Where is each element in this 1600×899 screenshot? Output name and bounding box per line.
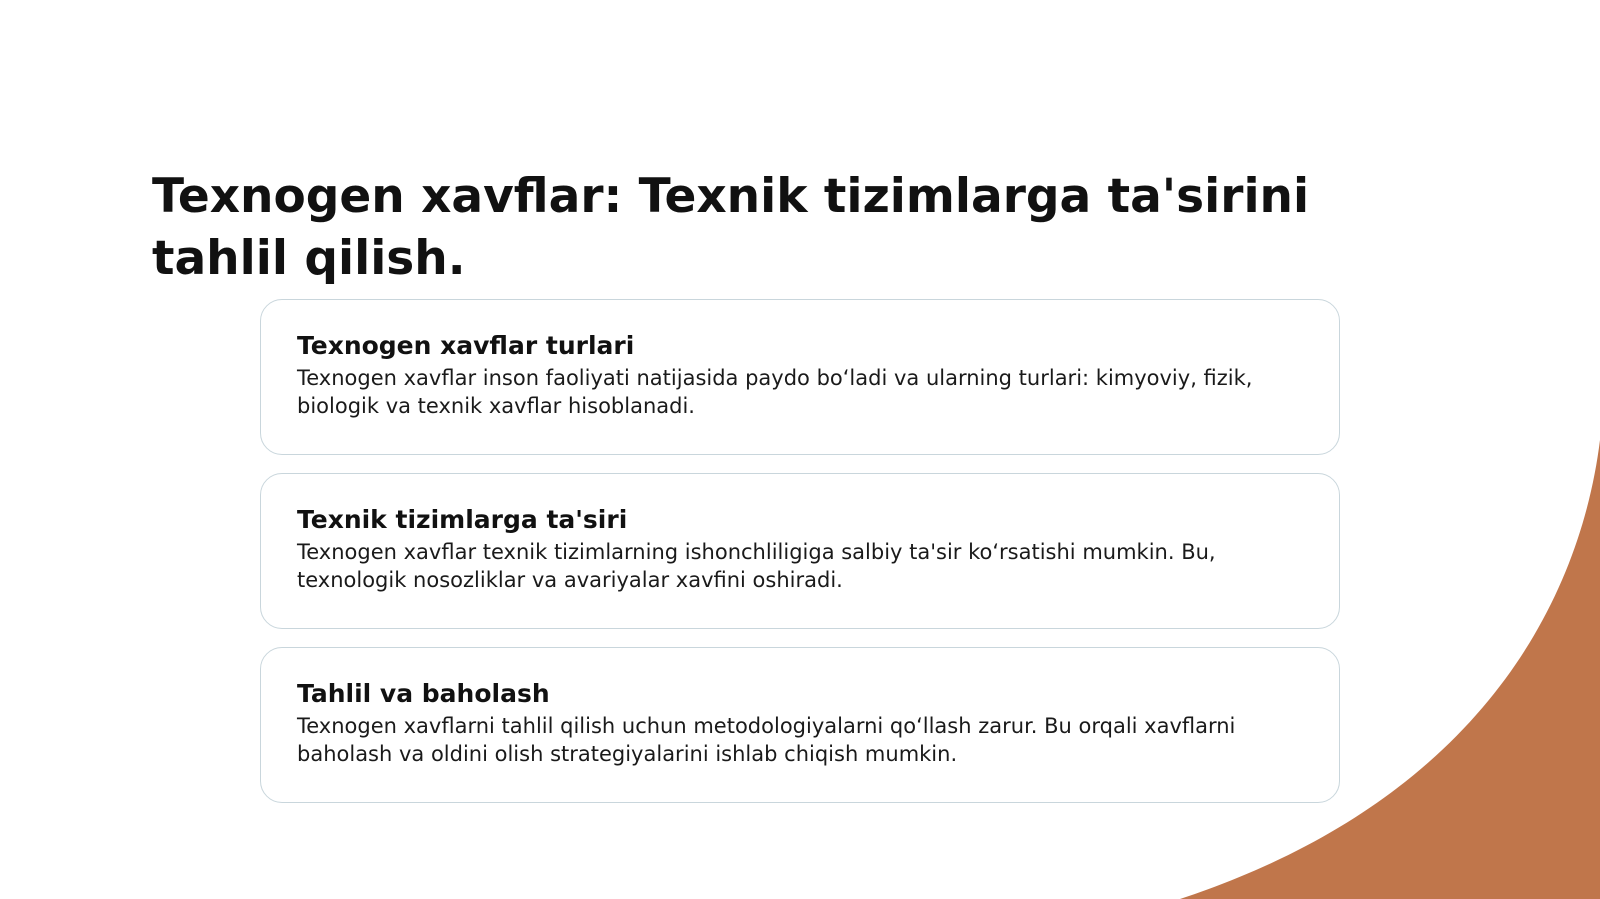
slide-title: Texnogen xavflar: Texnik tizimlarga ta'sirini tahlil qilish. [152, 169, 1310, 286]
card-text: Texnogen xavflar texnik tizimlarning ishonchliligiga salbiy ta'sir koʻrsatishi mumkin. Bu, texnologik nosozliklar va avariyalar xavfini oshiradi. [297, 540, 1216, 592]
card-text: Texnogen xavflar inson faoliyati natijasida paydo boʻladi va ularning turlari: kimyoviy, fizik, biologik va texnik xavflar hisoblanadi. [297, 366, 1253, 418]
card-heading: Texnogen xavflar turlari [297, 331, 635, 360]
card-heading: Tahlil va baholash [297, 679, 550, 708]
card-impact [260, 473, 1340, 629]
card-hazard-types [260, 299, 1340, 455]
card-text: Texnogen xavflarni tahlil qilish uchun metodologiyalarni qoʻllash zarur. Bu orqali xavflarni baholash va oldini olish strategiyalarini ishlab chiqish mumkin. [297, 714, 1236, 766]
card-analysis [260, 647, 1340, 803]
card-heading: Texnik tizimlarga ta'siri [297, 505, 628, 534]
